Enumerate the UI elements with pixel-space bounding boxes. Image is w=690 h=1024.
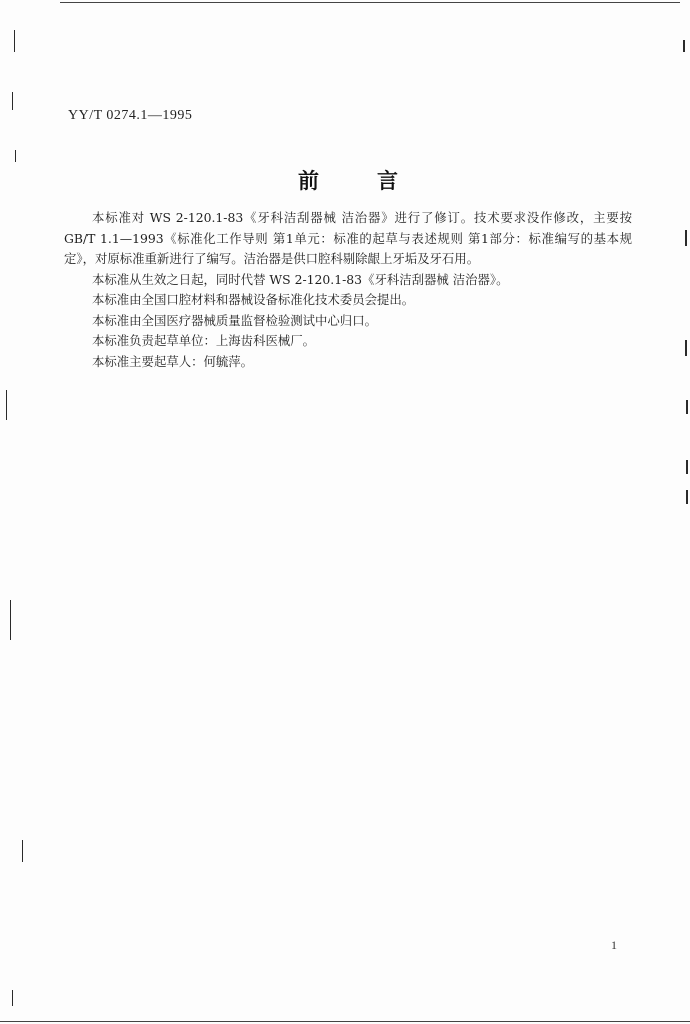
paragraph: 本标准由全国口腔材料和器械设备标准化技术委员会提出。 <box>92 292 415 307</box>
scan-mark <box>14 30 15 52</box>
bottom-scan-line <box>0 1021 690 1022</box>
scan-mark <box>12 92 13 110</box>
scan-mark <box>22 840 23 862</box>
foreword-body <box>64 208 632 372</box>
scan-mark <box>683 40 685 52</box>
paragraph: 本标准对 WS 2-120.1-83《牙科洁刮器械 洁治器》进行了修订。技术要求没作修改，主要按GB/T 1.1—1993《标准化工作导则 第1单元：标准的起草与表述规则 第1部分：标准编写的基本规定》，对原标准重新进行了编写。洁治器是供口腔科剔除龈上牙垢及牙石用。 <box>64 210 632 266</box>
paragraph: 本标准由全国医疗器械质量监督检验测试中心归口。 <box>92 312 377 328</box>
scan-mark <box>15 150 16 162</box>
paragraph: 本标准负责起草单位：上海齿科医械厂。 <box>92 333 316 348</box>
scan-mark <box>685 340 687 356</box>
scan-mark <box>686 460 688 474</box>
page-title: 前言 <box>298 168 456 193</box>
page-number: 1 <box>611 938 617 952</box>
scan-mark <box>685 230 687 246</box>
top-scan-line <box>60 2 680 3</box>
scan-mark <box>686 490 688 504</box>
scan-mark <box>10 600 11 640</box>
paragraph: 本标准主要起草人：何毓萍。 <box>92 353 254 369</box>
scan-mark <box>686 400 688 414</box>
scan-mark <box>12 990 13 1006</box>
paragraph: 本标准从生效之日起，同时代替 WS 2-120.1-83《牙科洁刮器械 洁治器》。 <box>92 271 509 287</box>
standard-code: YY/T 0274.1—1995 <box>68 108 193 123</box>
scan-mark <box>6 390 7 420</box>
